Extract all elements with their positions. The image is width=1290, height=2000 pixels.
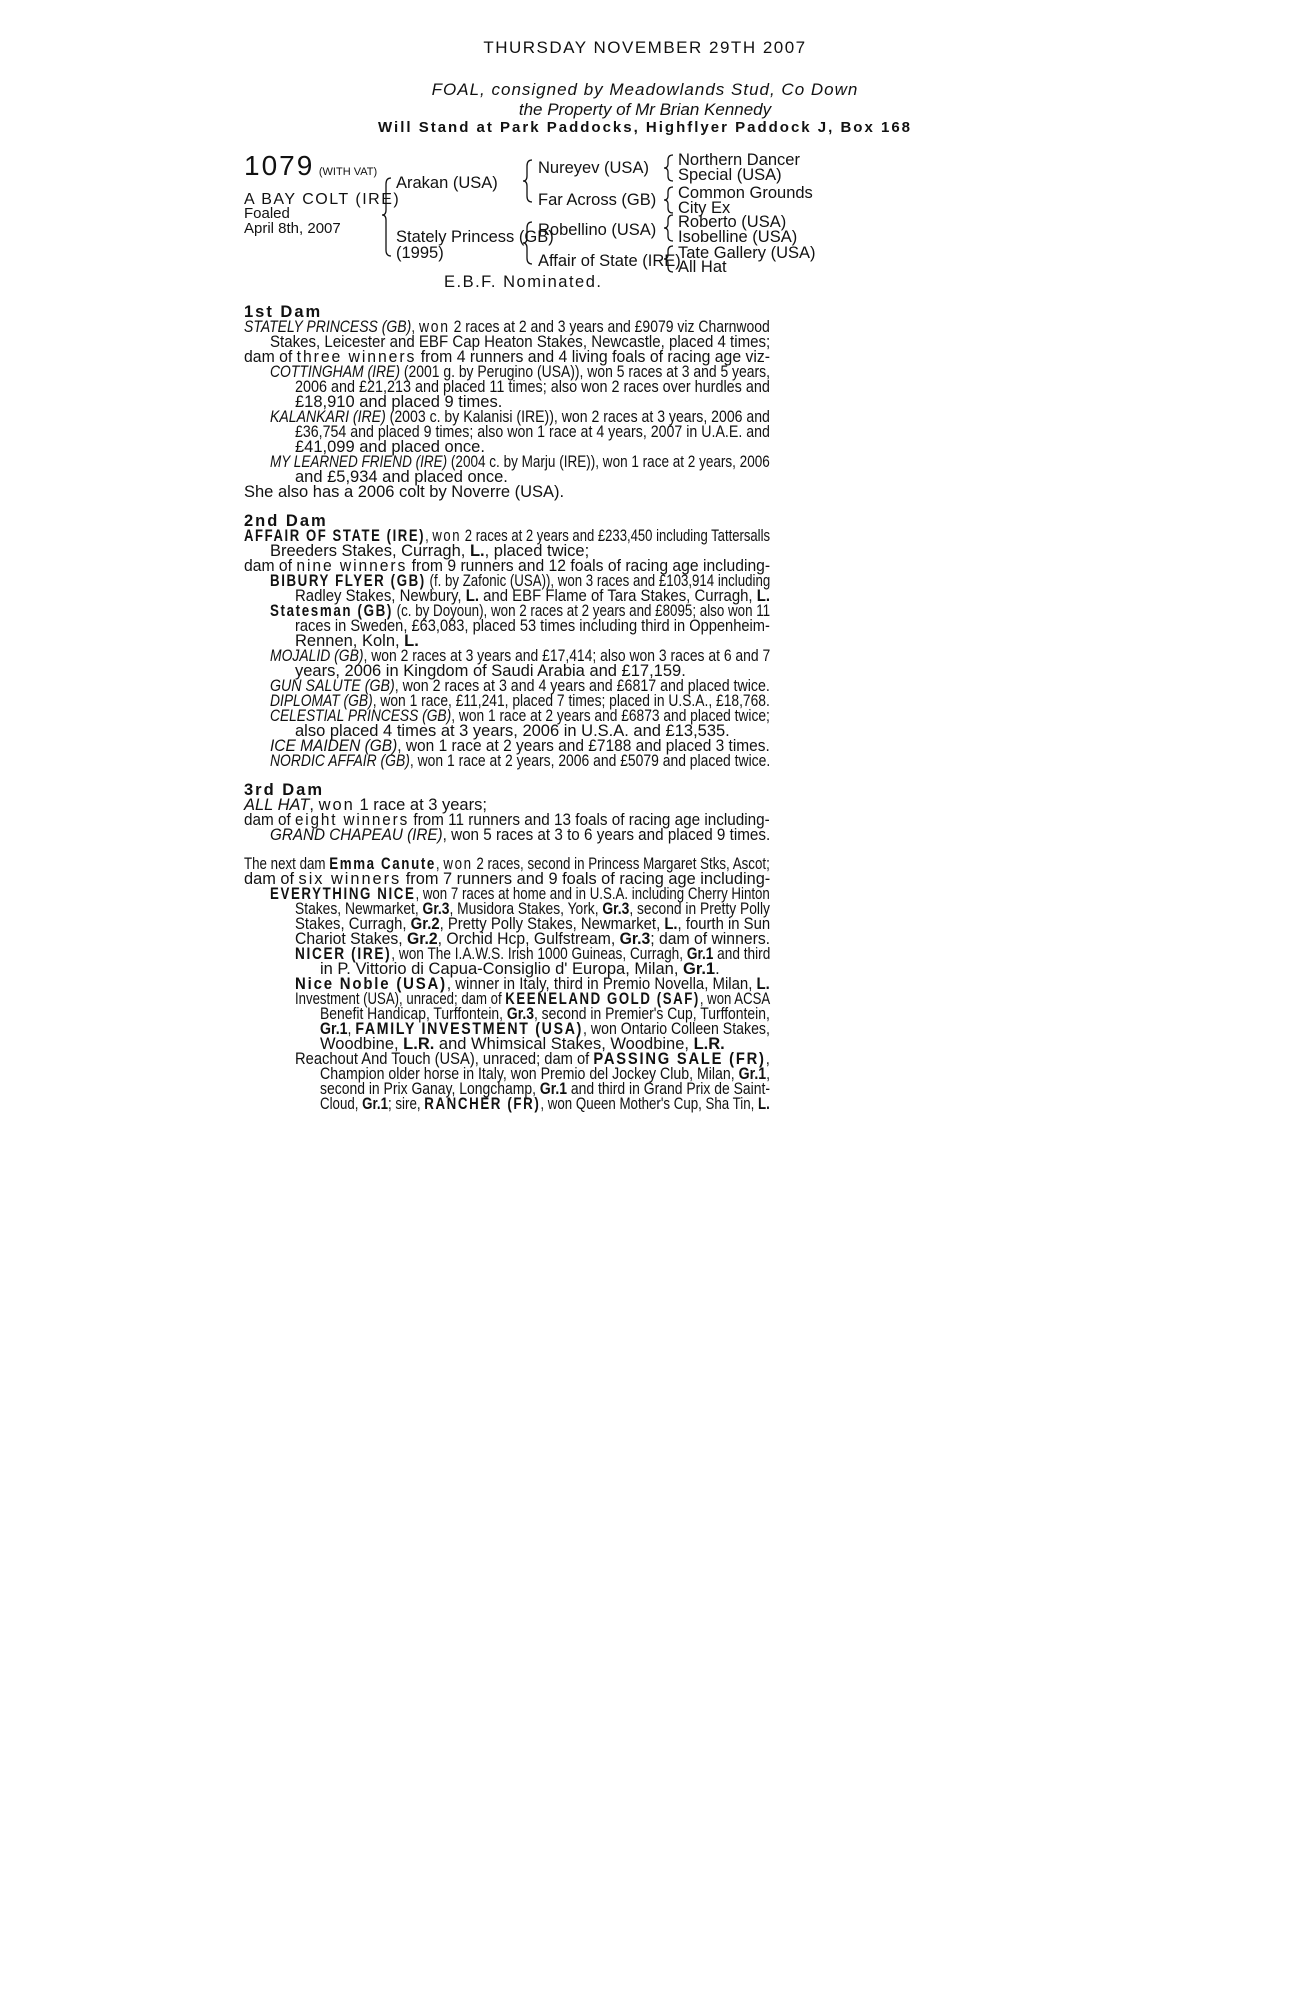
text-segment: STATELY PRINCESS (GB) [244,318,412,336]
text-segment: , won 1 race at 2 years and £7188 and placed 3 times. [397,737,770,755]
text-segment: (f. by Zafonic (USA)), won 3 races and £103,914 including [425,572,771,590]
text-segment: PASSING SALE (FR) [593,1050,766,1068]
text-segment: GRAND CHAPEAU (IRE) [270,826,443,844]
text-segment: and EBF Flame of Tara Stakes, Curragh, [478,587,757,605]
property-line: the Property of Mr Brian Kennedy [518,100,772,119]
pedigree-ddd: All Hat [678,258,727,276]
text-segment: Stakes, Leicester and EBF Cap Heaton Stakes, Newcastle, placed 4 times; [270,333,771,351]
vat-note: (WITH VAT) [318,166,378,178]
text-segment: 2 races at 2 years and £233,450 including Tattersalls [461,527,771,545]
text-segment: CELESTIAL PRINCESS (GB) [270,707,452,725]
pedigree-dss: Roberto (USA) [678,213,787,231]
text-segment: The next dam [244,855,330,873]
text-segment: L. [758,1095,770,1113]
text-segment: won [432,527,462,545]
text-segment: £36,754 and placed 9 times; also won 1 race at 4 years, 2007 in U.A.E. and [295,423,770,441]
text-segment: won [443,855,473,873]
text-segment: Benefit Handicap, Turffontein, [320,1005,507,1023]
text-segment: . [715,960,720,978]
text-segment: , won The I.A.W.S. Irish 1000 Guineas, Curragh, [391,945,687,963]
text-segment: Radley Stakes, Newbury, [295,587,466,605]
text-segment: eight winners [294,811,410,829]
text-segment: L. [664,915,678,933]
text-segment: L.R. [403,1035,435,1053]
text-segment: L. [404,632,419,650]
text-segment: , won ACSA [699,990,771,1008]
text-segment: , [435,855,444,873]
text-segment: L. [756,587,771,605]
text-segment: 1 race at 3 years; [354,796,487,814]
text-segment: Reachout And Touch (USA), unraced; dam of [295,1050,594,1068]
text-segment: , won 1 race, £11,241, placed 7 times; placed in U.S.A., £18,768. [372,692,770,710]
text-segment: Gr.1 [320,1020,348,1038]
text-segment: , Pretty Polly Stakes, Newmarket, [439,915,665,933]
text-segment: , won 1 race at 2 years and £6873 and placed twice; [451,707,770,725]
text-segment: dam of [244,870,299,888]
pedigree-dd: Affair of State (IRE) [538,252,681,270]
text-segment: , won Queen Mother's Cup, Sha Tin, [540,1095,759,1113]
text-segment: MOJALID (GB) [270,647,364,665]
text-segment: , placed twice; [484,542,590,560]
text-segment: dam of [244,348,297,366]
text-segment: , won 2 races at 3 years and £17,414; also won 3 races at 6 and 7 [363,647,771,665]
text-segment: She also has a 2006 colt by Noverre (USA). [244,483,565,501]
text-segment: , won Ontario Colleen Stakes, [583,1020,770,1038]
text-segment: and £5,934 and placed once. [295,468,508,486]
text-segment: Breeders Stakes, Curragh, [270,542,470,560]
text-segment: from 7 runners and 9 foals of racing age including- [401,870,771,888]
text-segment: MY LEARNED FRIEND (IRE) [270,453,448,471]
text-segment: from 11 runners and 13 foals of racing age including- [409,811,770,829]
pedigree-sd: Far Across (GB) [538,191,657,209]
text-segment: AFFAIR OF STATE (IRE) [244,527,426,545]
text-segment: Cloud, [320,1095,363,1113]
text-segment: 1st Dam [244,303,323,321]
sale-date: THURSDAY NOVEMBER 29TH 2007 [483,38,807,57]
text-segment: (2003 c. by Kalanisi (IRE)), won 2 races at 3 years, 2006 and [385,408,770,426]
text-segment: ALL HAT [244,796,310,814]
pedigree-sss: Northern Dancer [678,151,800,169]
text-segment: EVERYTHING NICE [270,885,416,903]
text-segment: 2006 and £21,213 and placed 11 times; also won 2 races over hurdles and [295,378,770,396]
text-line [270,752,770,771]
text-segment: three winners [296,348,417,366]
text-segment: Gr.1 [683,960,716,978]
text-segment: also placed 4 times at 3 years, 2006 in U.S.A. and £13,535. [295,722,730,740]
text-segment: , [425,527,433,545]
text-segment: , winner in Italy, third in Premio Novella, Milan, [446,975,757,993]
text-segment: DIPLOMAT (GB) [270,692,373,710]
text-line [244,483,564,502]
text-segment: years, 2006 in Kingdom of Saudi Arabia and £17,159. [295,662,686,680]
text-segment: 2nd Dam [244,512,328,530]
text-segment: RANCHER (FR) [424,1095,541,1113]
text-segment: Statesman (GB) [270,602,393,620]
pedigree-dsd: Isobelline (USA) [678,228,798,246]
text-segment: won [419,318,450,336]
text-segment: ; dam of winners. [650,930,771,948]
foaled-date: April 8th, 2007 [244,220,341,237]
pedigree-ssd: Special (USA) [678,166,782,184]
ebf-nominated: E.B.F. Nominated. [444,273,603,291]
text-segment: (2004 c. by Marju (IRE)), won 1 race at 2 years, 2006 [447,453,770,471]
pedigree-dam-year: (1995) [396,244,444,262]
text-segment: £18,910 and placed 9 times. [295,393,503,411]
text-segment: from 4 runners and 4 living foals of racing age viz- [416,348,771,366]
lot-number-value: 1079 [244,150,315,181]
text-segment: Gr.1 [362,1095,389,1113]
text-line [270,826,770,845]
text-segment: , won 5 races at 3 to 6 years and placed 9 times. [442,826,771,844]
text-segment: Gr.3 [422,900,450,918]
pedigree-ds: Robellino (USA) [538,221,657,239]
text-segment: , won 2 races at 3 and 4 years and £6817 and placed twice. [394,677,770,695]
text-segment: Gr.3 [602,900,630,918]
text-segment: Gr.1 [686,945,714,963]
text-segment: Rennen, Koln, [295,632,405,650]
text-segment: Stakes, Newmarket, [295,900,423,918]
text-segment: Champion older horse in Italy, won Premio del Jockey Club, Milan, [320,1065,739,1083]
foaled-label: Foaled [244,205,290,222]
text-segment: Gr.2 [410,915,440,933]
text-segment: , [347,1020,356,1038]
text-segment: and Whimsical Stakes, Woodbine, [434,1035,694,1053]
pedigree-dds: Tate Gallery (USA) [678,244,816,262]
text-segment: dam of [244,811,295,829]
text-segment: , second in Premier's Cup, Turffontein, [533,1005,770,1023]
stand-line: Will Stand at Park Paddocks, Highflyer Paddock J, Box 168 [378,119,912,136]
text-segment: ICE MAIDEN (GB) [270,737,398,755]
text-segment: (2001 g. by Perugino (USA)), won 5 races at 3 and 5 years, [399,363,770,381]
text-line [320,1095,770,1114]
text-segment: L. [469,542,485,560]
text-segment: £41,099 and placed once. [295,438,485,456]
text-segment: L. [756,975,770,993]
pedigree-dam: Stately Princess (GB) [396,228,554,246]
text-segment: NORDIC AFFAIR (GB) [270,752,410,770]
text-segment: Gr.3 [506,1005,534,1023]
lot-title: A BAY COLT (IRE) [244,191,401,208]
text-segment: ; sire, [388,1095,425,1113]
text-segment: from 9 runners and 12 foals of racing age including- [407,557,771,575]
text-segment: Gr.3 [619,930,651,948]
text-segment: , fourth in Sun [677,915,771,933]
text-segment: KALANKARI (IRE) [270,408,386,426]
text-segment: and third in Grand Prix de Saint- [566,1080,771,1098]
text-segment: (c. by Doyoun), won 2 races at 2 years and £8095; also won 11 [392,602,771,620]
text-segment: , Musidora Stakes, York, [449,900,603,918]
text-segment: Gr.1 [539,1080,567,1098]
text-segment: , [411,318,420,336]
text-segment: 2 races, second in Princess Margaret Stks, Ascot; [472,855,770,873]
text-segment: and third [713,945,771,963]
text-segment: , [309,796,319,814]
pedigree-sdd: City Ex [678,199,731,217]
text-segment: dam of [244,557,297,575]
text-segment: six winners [298,870,402,888]
text-segment: BIBURY FLYER (GB) [270,572,426,590]
pedigree-sire: Arakan (USA) [396,174,498,192]
text-segment: KEENELAND GOLD (SAF) [505,990,700,1008]
text-segment: Emma Canute [329,855,436,873]
text-segment: L. [465,587,479,605]
text-segment: , won 1 race at 2 years, 2006 and £5079 and placed twice. [409,752,771,770]
pedigree-ss: Nureyev (USA) [538,159,649,177]
text-segment: GUN SALUTE (GB) [270,677,395,695]
text-segment: COTTINGHAM (IRE) [270,363,400,381]
text-segment: nine winners [296,557,408,575]
text-segment: , [766,1065,771,1083]
text-segment: won [318,796,355,814]
text-segment: 3rd Dam [244,781,325,799]
text-segment: Stakes, Curragh, [295,915,411,933]
text-segment: L.R. [693,1035,725,1053]
text-segment: second in Prix Ganay, Longchamp, [320,1080,540,1098]
text-segment: , second in Pretty Polly [629,900,770,918]
text-segment: Woodbine, [320,1035,404,1053]
text-segment: Nice Noble (USA) [295,975,447,993]
text-segment: , [765,1050,770,1068]
consignor-line: FOAL, consigned by Meadowlands Stud, Co Down [431,80,859,99]
text-segment: Gr.1 [738,1065,767,1083]
text-segment: Chariot Stakes, [295,930,407,948]
text-segment: FAMILY INVESTMENT (USA) [355,1020,584,1038]
text-segment: NICER (IRE) [295,945,392,963]
pedigree-sds: Common Grounds [678,184,813,202]
text-segment: Gr.2 [406,930,438,948]
text-segment: , Orchid Hcp, Gulfstream, [437,930,620,948]
text-segment: races in Sweden, £63,083, placed 53 times including third in Oppenheim- [295,617,770,635]
text-segment: Investment (USA), unraced; dam of [295,990,506,1008]
text-segment: in P. Vittorio di Capua-Consiglio d' Europa, Milan, [320,960,683,978]
text-segment: , won 7 races at home and in U.S.A. including Cherry Hinton [415,885,770,903]
text-segment: 2 races at 2 and 3 years and £9079 viz Charnwood [449,318,770,336]
